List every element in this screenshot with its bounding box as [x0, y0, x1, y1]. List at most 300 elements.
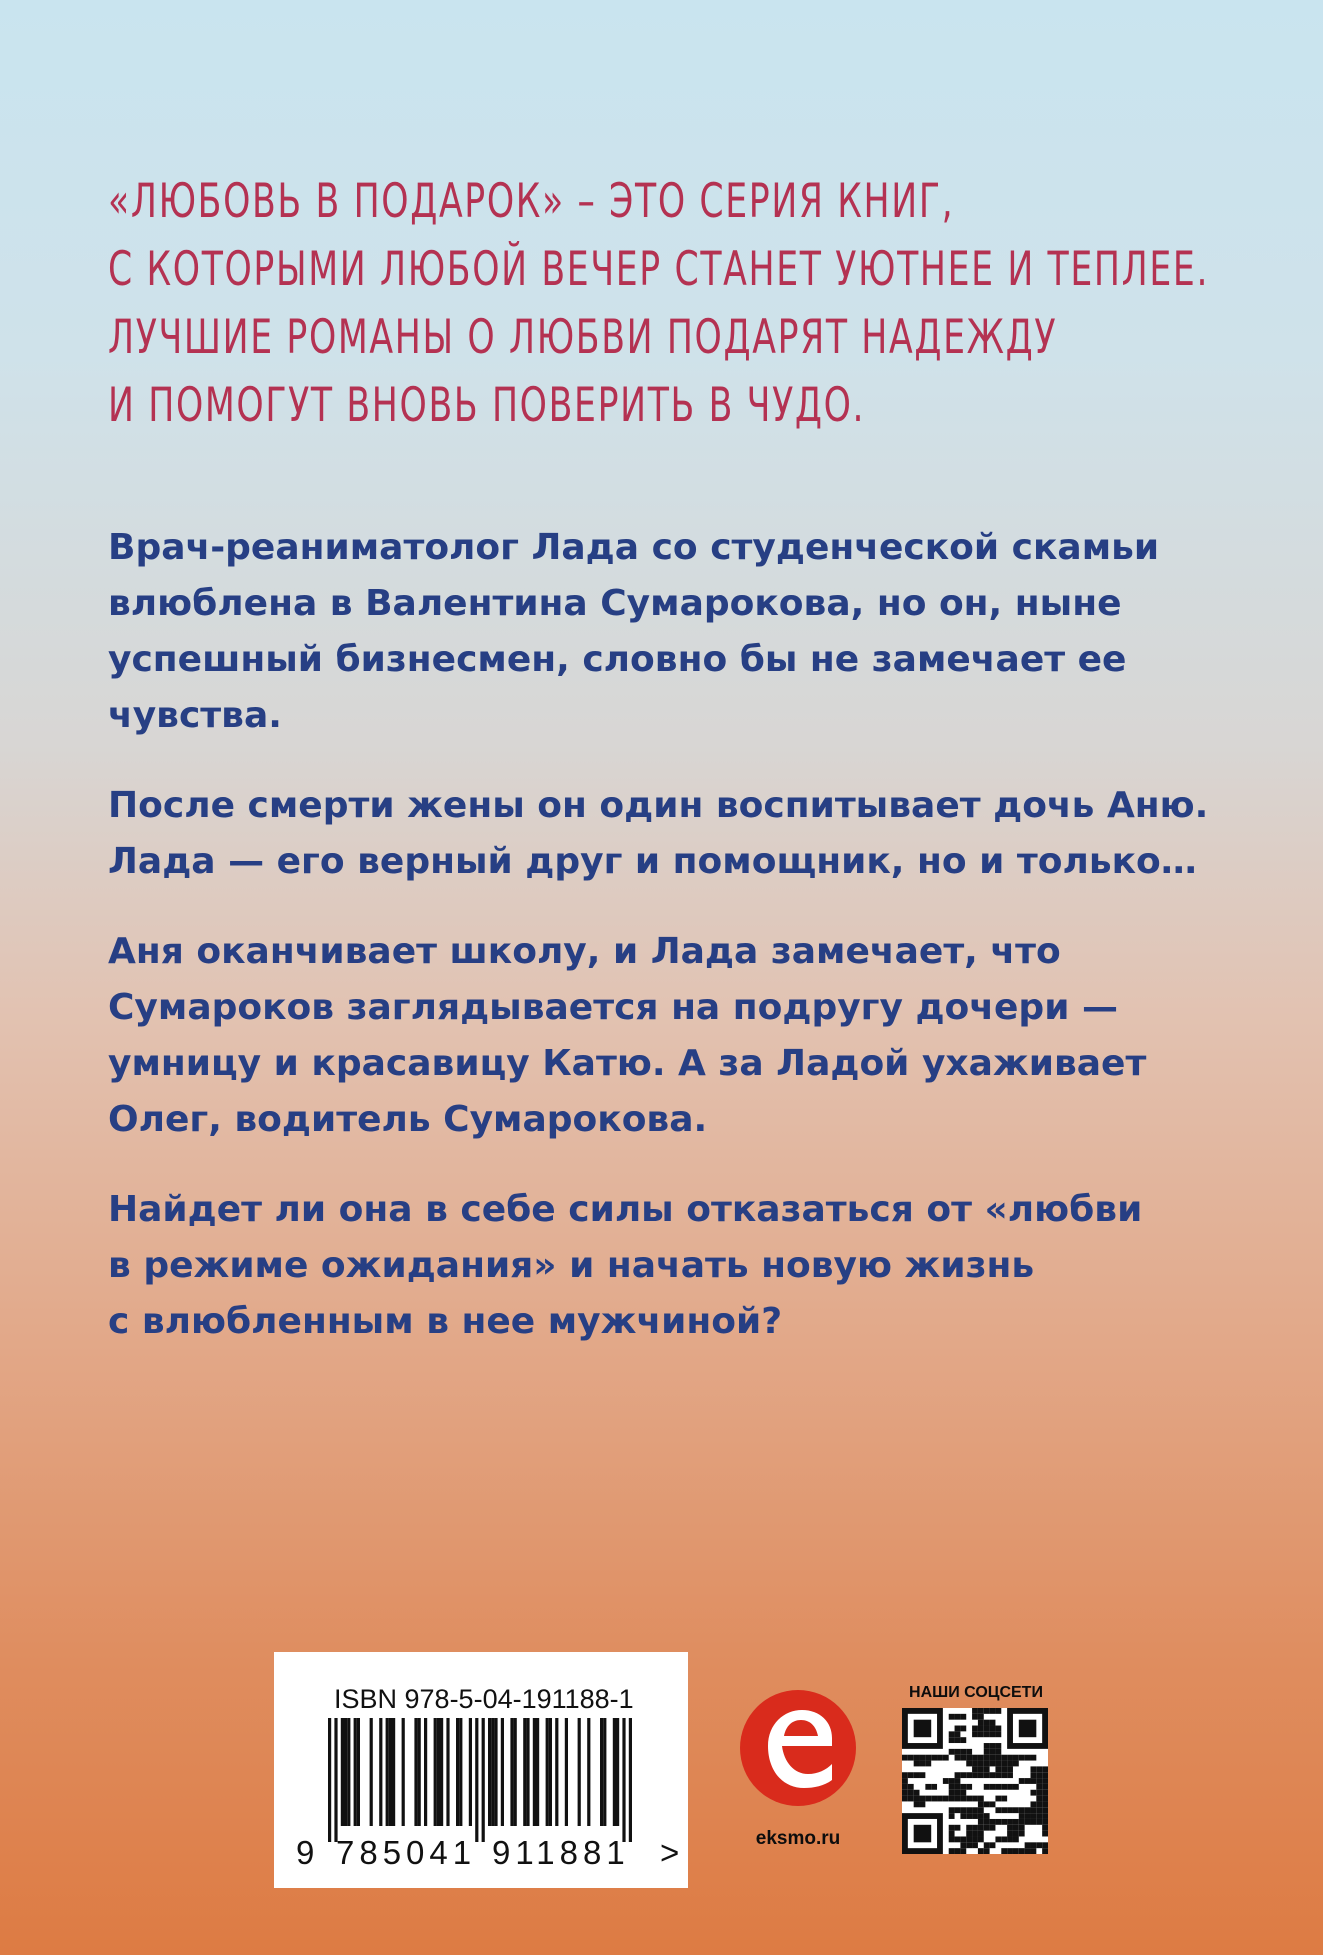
barcode-bar — [629, 1718, 632, 1842]
qr-module — [995, 1755, 1001, 1761]
qr-module — [955, 1731, 961, 1737]
qr-module — [1042, 1831, 1048, 1837]
qr-module — [972, 1825, 978, 1831]
qr-module — [995, 1749, 1001, 1755]
series-tagline — [108, 168, 1210, 440]
qr-module — [1001, 1836, 1007, 1842]
qr-module — [943, 1778, 949, 1784]
qr-module — [1030, 1801, 1036, 1807]
qr-module — [925, 1796, 931, 1802]
qr-module — [902, 1790, 908, 1796]
qr-module — [925, 1761, 931, 1767]
qr-module — [990, 1743, 996, 1749]
qr-module — [1001, 1766, 1007, 1772]
qr-module — [960, 1726, 966, 1732]
qr-module — [955, 1825, 961, 1831]
qr-module — [984, 1784, 990, 1790]
barcode-bar — [475, 1718, 478, 1842]
qr-module — [972, 1813, 978, 1819]
qr-module — [978, 1726, 984, 1732]
publisher-site: eksmo.ru — [755, 1828, 841, 1849]
qr-module — [955, 1836, 961, 1842]
qr-module — [908, 1796, 914, 1802]
qr-module — [1036, 1766, 1042, 1772]
qr-module — [902, 1784, 908, 1790]
qr-module — [914, 1755, 920, 1761]
barcode-bar — [600, 1718, 603, 1826]
qr-module — [1025, 1842, 1031, 1848]
qr-module — [949, 1737, 955, 1743]
qr-module — [966, 1755, 972, 1761]
qr-module — [1007, 1761, 1013, 1767]
qr-module — [949, 1796, 955, 1802]
qr-module — [1013, 1761, 1019, 1767]
qr-module — [1013, 1825, 1019, 1831]
qr-module — [1001, 1784, 1007, 1790]
qr-module — [984, 1726, 990, 1732]
qr-module — [972, 1842, 978, 1848]
qr-module — [995, 1761, 1001, 1767]
blurb-line: Аня оканчивает школу, и Лада замечает, что — [108, 931, 1061, 972]
blurb-line: влюблена в Валентина Сумарокова, но он, ныне — [108, 583, 1122, 624]
barcode-bar — [354, 1718, 357, 1826]
qr-module — [960, 1772, 966, 1778]
ean-arrow: > — [660, 1834, 680, 1871]
qr-module — [1019, 1825, 1025, 1831]
qr-module — [1042, 1784, 1048, 1790]
qr-module — [955, 1737, 961, 1743]
qr-module — [955, 1749, 961, 1755]
barcode-bar — [334, 1718, 337, 1842]
qr-module — [1007, 1807, 1013, 1813]
qr-module — [978, 1819, 984, 1825]
blurb-paragraph — [108, 1182, 1228, 1350]
qr-module — [972, 1731, 978, 1737]
barcode-bar — [587, 1718, 590, 1826]
qr-module — [978, 1825, 984, 1831]
qr-module — [937, 1796, 943, 1802]
qr-module — [949, 1831, 955, 1837]
qr-module — [984, 1842, 990, 1848]
qr-module — [972, 1755, 978, 1761]
blurb-line: Лада — его верный друг и помощник, но и только… — [108, 841, 1197, 882]
qr-module — [1019, 1848, 1025, 1854]
barcode-bar — [501, 1718, 504, 1826]
qr-module — [908, 1755, 914, 1761]
qr-module — [943, 1796, 949, 1802]
qr-module — [990, 1801, 996, 1807]
qr-module — [978, 1731, 984, 1737]
qr-module — [949, 1778, 955, 1784]
qr-module — [1025, 1848, 1031, 1854]
qr-module — [1042, 1848, 1048, 1854]
qr-module — [1013, 1848, 1019, 1854]
qr-module — [955, 1790, 961, 1796]
barcode-bar — [328, 1718, 331, 1842]
qr-module — [914, 1790, 920, 1796]
qr-module — [914, 1796, 920, 1802]
tagline-line: С КОТОРЫМИ ЛЮБОЙ ВЕЧЕР СТАНЕТ УЮТНЕЕ И ТЕПЛЕЕ. — [108, 242, 1210, 297]
qr-module — [1030, 1778, 1036, 1784]
qr-module — [920, 1801, 926, 1807]
blurb-line: в режиме ожидания» и начать новую жизнь — [108, 1245, 1035, 1286]
qr-module — [914, 1772, 920, 1778]
ean-right-digits: 911881 — [492, 1834, 630, 1871]
qr-module — [920, 1796, 926, 1802]
qr-module — [1007, 1831, 1013, 1837]
barcode-bar — [488, 1718, 491, 1826]
qr-module — [1019, 1755, 1025, 1761]
qr-module — [949, 1790, 955, 1796]
blurb-paragraph — [108, 924, 1228, 1148]
qr-module — [984, 1731, 990, 1737]
qr-module — [984, 1801, 990, 1807]
qr-module — [1030, 1807, 1036, 1813]
qr-module — [1013, 1807, 1019, 1813]
barcode-bar — [434, 1718, 437, 1826]
qr-module — [1036, 1801, 1042, 1807]
barcode-bar — [357, 1718, 360, 1826]
qr-module — [960, 1796, 966, 1802]
qr-module — [1036, 1790, 1042, 1796]
qr-module — [990, 1755, 996, 1761]
barcode-bar — [446, 1718, 449, 1826]
blurb-line: После смерти жены он один воспитывает дочь Аню. — [108, 785, 1209, 826]
qr-module — [1019, 1778, 1025, 1784]
qr-module — [984, 1813, 990, 1819]
qr-module — [949, 1825, 955, 1831]
qr-module — [1007, 1766, 1013, 1772]
qr-module — [978, 1766, 984, 1772]
social-label: НАШИ СОЦСЕТИ — [909, 1684, 1043, 1701]
qr-module — [1036, 1778, 1042, 1784]
qr-module — [949, 1714, 955, 1720]
barcode-bar — [424, 1718, 427, 1826]
qr-module — [966, 1831, 972, 1837]
barcode-bar — [565, 1718, 568, 1826]
qr-module — [920, 1772, 926, 1778]
qr-module — [995, 1819, 1001, 1825]
barcode-bar — [440, 1718, 443, 1826]
barcode-bar — [370, 1718, 373, 1826]
qr-module — [1030, 1819, 1036, 1825]
qr-module — [978, 1813, 984, 1819]
barcode-bar — [549, 1718, 552, 1826]
qr-module — [960, 1749, 966, 1755]
qr-module — [960, 1784, 966, 1790]
qr-module — [902, 1778, 908, 1784]
qr-module — [978, 1720, 984, 1726]
qr-module — [972, 1796, 978, 1802]
barcode-bar — [555, 1718, 558, 1826]
barcode-bar — [402, 1718, 405, 1826]
barcode-bar — [536, 1718, 539, 1826]
barcode-bar — [546, 1718, 549, 1826]
qr-module — [966, 1784, 972, 1790]
qr-module — [955, 1848, 961, 1854]
qr-module — [949, 1784, 955, 1790]
qr-module — [995, 1708, 1001, 1714]
qr-module — [914, 1761, 920, 1767]
qr-module — [966, 1761, 972, 1767]
qr-module — [972, 1766, 978, 1772]
qr-module — [995, 1796, 1001, 1802]
qr-module — [1019, 1831, 1025, 1837]
qr-module — [990, 1749, 996, 1755]
qr-module — [949, 1836, 955, 1842]
qr-module — [972, 1708, 978, 1714]
qr-module — [908, 1784, 914, 1790]
qr-module — [966, 1749, 972, 1755]
qr-module — [966, 1825, 972, 1831]
qr-module — [949, 1807, 955, 1813]
qr-module — [1019, 1813, 1025, 1819]
qr-module — [960, 1755, 966, 1761]
qr-module — [990, 1708, 996, 1714]
barcode-bar — [456, 1718, 459, 1826]
barcode-bar — [491, 1718, 494, 1826]
qr-module — [984, 1743, 990, 1749]
qr-module — [1036, 1784, 1042, 1790]
barcode-bar — [469, 1718, 472, 1826]
qr-module — [984, 1708, 990, 1714]
qr-module — [972, 1714, 978, 1720]
qr-module — [1025, 1819, 1031, 1825]
qr-module — [955, 1772, 961, 1778]
barcode-bar — [613, 1718, 616, 1826]
qr-module — [1030, 1842, 1036, 1848]
qr-module — [925, 1784, 931, 1790]
barcode-bar — [459, 1718, 462, 1826]
barcode-bar — [414, 1718, 417, 1826]
qr-module — [1007, 1819, 1013, 1825]
qr-module — [902, 1772, 908, 1778]
qr-module — [966, 1796, 972, 1802]
tagline-line: «ЛЮБОВЬ В ПОДАРОК» – ЭТО СЕРИЯ КНИГ, — [108, 174, 955, 229]
qr-module — [1001, 1761, 1007, 1767]
qr-module — [966, 1842, 972, 1848]
book-blurb — [108, 520, 1228, 1384]
qr-module — [949, 1848, 955, 1854]
barcode-bar — [533, 1718, 536, 1826]
qr-module — [1025, 1807, 1031, 1813]
qr-module — [1042, 1807, 1048, 1813]
isbn-barcode — [274, 1652, 688, 1888]
qr-module — [1013, 1755, 1019, 1761]
qr-module — [984, 1720, 990, 1726]
qr-module — [978, 1708, 984, 1714]
qr-module — [1042, 1778, 1048, 1784]
qr-module — [1013, 1819, 1019, 1825]
qr-finder — [914, 1825, 932, 1843]
barcode-bar — [392, 1718, 395, 1826]
qr-module — [1036, 1807, 1042, 1813]
qr-module — [955, 1807, 961, 1813]
qr-module — [955, 1778, 961, 1784]
qr-module — [1030, 1772, 1036, 1778]
barcode-bar — [578, 1718, 581, 1826]
qr-module — [995, 1743, 1001, 1749]
qr-module — [960, 1842, 966, 1848]
blurb-paragraph — [108, 520, 1228, 744]
qr-module — [1030, 1766, 1036, 1772]
qr-module — [1030, 1790, 1036, 1796]
qr-module — [978, 1714, 984, 1720]
qr-module — [1042, 1766, 1048, 1772]
qr-module — [995, 1836, 1001, 1842]
qr-module — [972, 1807, 978, 1813]
qr-module — [984, 1755, 990, 1761]
barcode-bar — [514, 1718, 517, 1826]
qr-module — [902, 1796, 908, 1802]
qr-module — [966, 1807, 972, 1813]
qr-module — [949, 1813, 955, 1819]
qr-module — [955, 1784, 961, 1790]
qr-module — [972, 1761, 978, 1767]
qr-module — [955, 1726, 961, 1732]
qr-module — [908, 1790, 914, 1796]
blurb-line: успешный бизнесмен, словно бы не замечает ее — [108, 639, 1127, 680]
qr-module — [960, 1790, 966, 1796]
blurb-line: Олег, водитель Сумарокова. — [108, 1099, 708, 1140]
blurb-line: Сумароков заглядывается на подругу дочери — — [108, 987, 1118, 1028]
qr-module — [1030, 1813, 1036, 1819]
blurb-line: с влюбленным в нее мужчиной? — [108, 1301, 783, 1342]
qr-module — [1042, 1813, 1048, 1819]
barcode-bar — [603, 1718, 606, 1826]
qr-module — [990, 1825, 996, 1831]
qr-module — [960, 1836, 966, 1842]
qr-module — [1036, 1842, 1042, 1848]
qr-module — [995, 1731, 1001, 1737]
qr-module — [995, 1772, 1001, 1778]
qr-module — [960, 1848, 966, 1854]
qr-module — [972, 1836, 978, 1842]
qr-module — [1042, 1801, 1048, 1807]
qr-module — [1019, 1807, 1025, 1813]
blurb-paragraph — [108, 778, 1228, 890]
qr-module — [931, 1784, 937, 1790]
qr-module — [990, 1819, 996, 1825]
qr-module — [978, 1772, 984, 1778]
qr-module — [949, 1749, 955, 1755]
barcode-bar — [347, 1718, 350, 1826]
barcode-bar — [523, 1718, 526, 1826]
qr-module — [931, 1755, 937, 1761]
qr-module — [914, 1801, 920, 1807]
qr-module — [931, 1796, 937, 1802]
barcode-bar — [437, 1718, 440, 1826]
qr-module — [972, 1772, 978, 1778]
eksmo-logo-icon — [738, 1684, 858, 1812]
qr-module — [966, 1813, 972, 1819]
qr-module — [966, 1836, 972, 1842]
barcode-bar — [510, 1718, 513, 1826]
qr-module — [920, 1755, 926, 1761]
qr-module — [1042, 1790, 1048, 1796]
qr-module — [1007, 1848, 1013, 1854]
qr-module — [1019, 1819, 1025, 1825]
qr-module — [984, 1761, 990, 1767]
qr-module — [960, 1807, 966, 1813]
qr-module — [949, 1731, 955, 1737]
blurb-line: умницу и красавицу Катю. А за Ладой ухаживает — [108, 1043, 1147, 1084]
qr-module — [978, 1836, 984, 1842]
barcode-bar — [379, 1718, 382, 1826]
qr-module — [1001, 1819, 1007, 1825]
tagline-line: ЛУЧШИЕ РОМАНЫ О ЛЮБВИ ПОДАРЯТ НАДЕЖДУ — [108, 310, 1058, 365]
logo-circle — [740, 1690, 856, 1806]
qr-module — [966, 1772, 972, 1778]
qr-module — [1042, 1819, 1048, 1825]
qr-finder — [914, 1720, 932, 1738]
qr-finder — [1019, 1720, 1037, 1738]
barcode-bar — [482, 1718, 485, 1842]
barcode-bar — [622, 1718, 625, 1842]
qr-module — [990, 1726, 996, 1732]
qr-module — [1025, 1813, 1031, 1819]
qr-module — [1036, 1796, 1042, 1802]
barcode-bar — [344, 1718, 347, 1826]
qr-module — [960, 1714, 966, 1720]
qr-module — [984, 1819, 990, 1825]
qr-module — [920, 1761, 926, 1767]
qr-module — [1025, 1778, 1031, 1784]
isbn-label: ISBN 978-5-04-191188-1 — [334, 1684, 634, 1714]
qr-module — [984, 1766, 990, 1772]
barcode-bar — [494, 1718, 497, 1826]
qr-module — [978, 1848, 984, 1854]
qr-module — [978, 1807, 984, 1813]
qr-module — [937, 1755, 943, 1761]
qr-module — [1025, 1755, 1031, 1761]
qr-module — [955, 1796, 961, 1802]
qr-module — [1036, 1772, 1042, 1778]
qr-module — [1001, 1755, 1007, 1761]
qr-module — [972, 1831, 978, 1837]
blurb-line: Врач-реаниматолог Лада со студенческой скамьи — [108, 527, 1160, 568]
qr-module — [1001, 1848, 1007, 1854]
qr-module — [1030, 1755, 1036, 1761]
qr-code-icon — [902, 1708, 1048, 1854]
qr-module — [902, 1755, 908, 1761]
qr-module — [955, 1714, 961, 1720]
qr-module — [978, 1761, 984, 1767]
qr-module — [984, 1825, 990, 1831]
qr-module — [1007, 1772, 1013, 1778]
qr-module — [955, 1755, 961, 1761]
qr-module — [960, 1813, 966, 1819]
qr-module — [943, 1755, 949, 1761]
qr-module — [1036, 1813, 1042, 1819]
qr-module — [1001, 1772, 1007, 1778]
qr-module — [1042, 1796, 1048, 1802]
blurb-line: Найдет ли она в себе силы отказаться от «любви — [108, 1189, 1143, 1230]
tagline-line: И ПОМОГУТ ВНОВЬ ПОВЕРИТЬ В ЧУДО. — [108, 378, 866, 433]
qr-module — [978, 1831, 984, 1837]
qr-module — [995, 1766, 1001, 1772]
qr-module — [978, 1755, 984, 1761]
qr-module — [1007, 1825, 1013, 1831]
qr-module — [908, 1772, 914, 1778]
qr-module — [990, 1720, 996, 1726]
barcode-bar — [526, 1718, 529, 1826]
qr-module — [990, 1761, 996, 1767]
qr-module — [1013, 1836, 1019, 1842]
qr-module — [1013, 1831, 1019, 1837]
qr-module — [972, 1726, 978, 1732]
qr-module — [978, 1801, 984, 1807]
